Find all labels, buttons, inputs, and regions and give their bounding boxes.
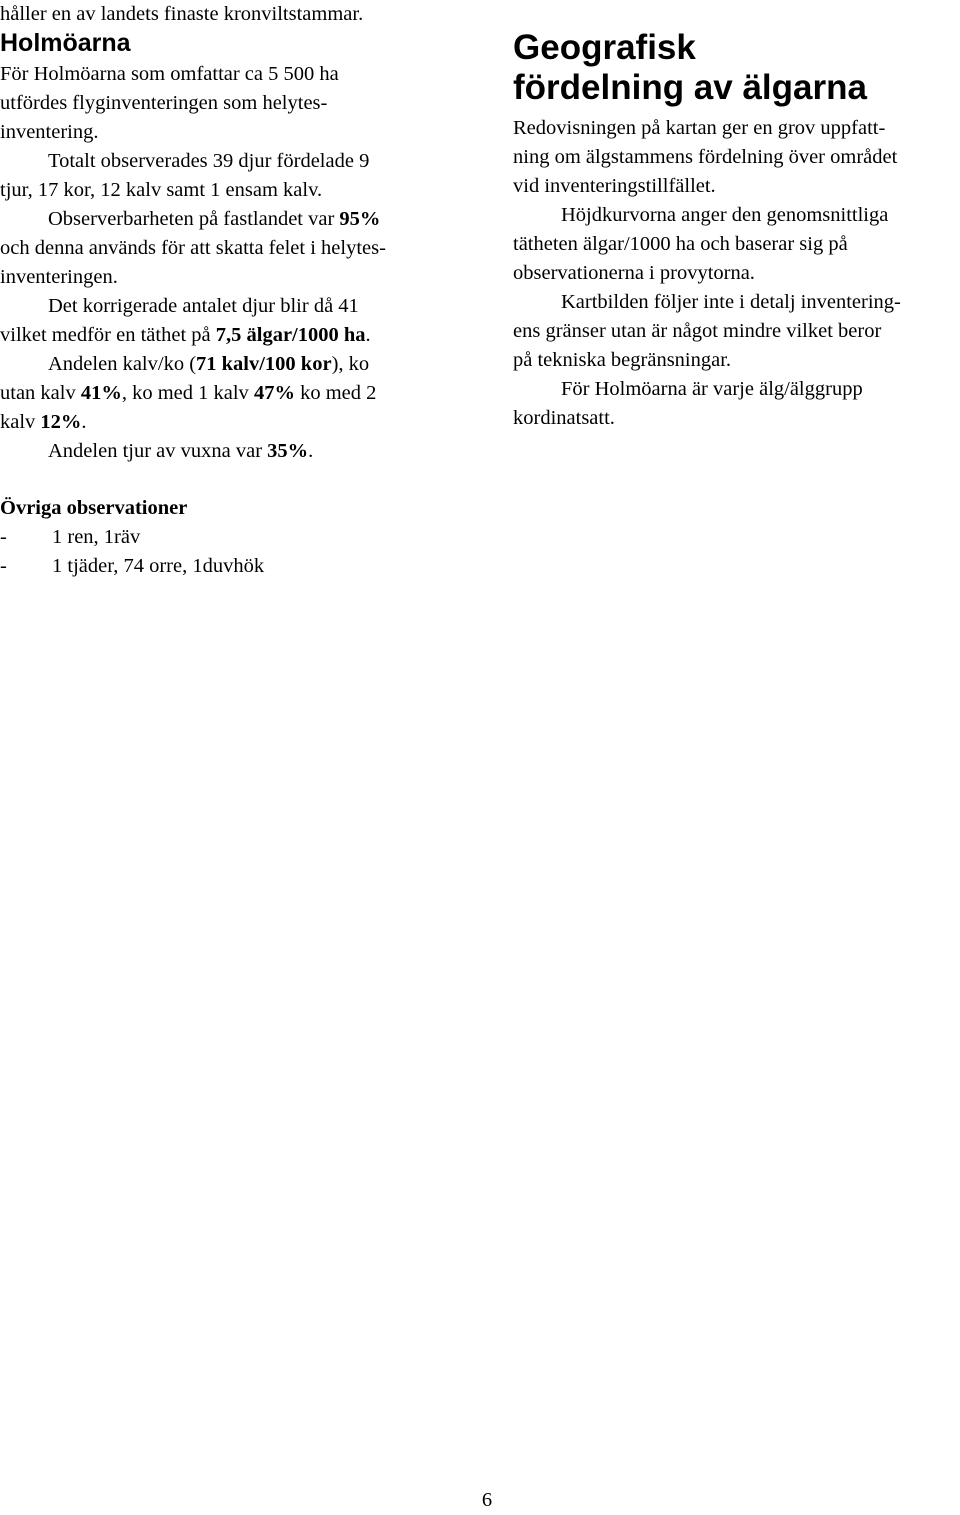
paragraph-line [0,408,87,437]
paragraph-line: ning om älgstammens fördelning över området [513,146,898,168]
paragraph-line: kordinatsatt. [513,407,615,429]
paragraph-line [0,379,376,408]
text-run: kalv [0,411,41,433]
paragraph-line [48,350,369,379]
paragraph-line: ens gränser utan är något mindre vilket beror [513,320,882,342]
paragraph-line: För Holmöarna är varje älg/älggrupp [561,378,863,400]
text-run: Andelen tjur av vuxna var [48,440,268,462]
text-run: Andelen kalv/ko ( [48,353,197,375]
paragraph-line: och denna används för att skatta felet i helytes- [0,237,386,259]
paragraph-line [48,205,380,234]
text-run: vilket medför en täthet på [0,324,216,346]
paragraph-line: Redovisningen på kartan ger en grov uppfatt- [513,117,886,139]
other-observations-title: Övriga observationer [0,497,188,519]
paragraph-line [48,437,313,466]
text-run: . [365,324,371,346]
paragraph-line: För Holmöarna som omfattar ca 5 500 ha [0,63,339,85]
section-heading-holmoarna: Holmöarna [0,29,131,57]
heading-line: Geografisk [513,28,696,67]
paragraph-line: vid inventeringstillfället. [513,175,716,197]
paragraph-line: utfördes flyginventeringen som helytes- [0,92,328,114]
paragraph-line: på tekniska begränsningar. [513,349,732,371]
section-heading-geografisk [513,28,959,108]
bold-value: 47% [253,382,295,404]
paragraph-line: Kartbilden följer inte i detalj inventering- [561,291,901,313]
paragraph-line: inventering. [0,121,99,143]
bold-value: 71 kalv/100 kor [196,353,332,375]
bold-value: 35% [267,440,309,462]
paragraph-line: Totalt observerades 39 djur fördelade 9 [48,150,370,172]
bold-value: 41% [80,382,122,404]
bold-value: 12% [40,411,82,433]
page-number: 6 [481,1489,493,1511]
paragraph-line: inventeringen. [0,266,118,288]
paragraph-line: observationerna i provytorna. [513,262,755,284]
paragraph-line: tjur, 17 kor, 12 kalv samt 1 ensam kalv. [0,179,323,201]
text-run: ), ko [331,353,370,375]
list-item-text: 1 ren, 1räv [52,526,141,548]
paragraph-line [0,321,371,350]
text-run: . [308,440,314,462]
paragraph-line: Höjdkurvorna anger den genomsnittliga [561,204,889,226]
text-run: , ko med 1 kalv [121,382,254,404]
paragraph-line: Det korrigerade antalet djur blir då 41 [48,295,359,317]
intro-line: håller en av landets finaste kronviltstammar. [0,3,364,25]
text-run: Observerbarheten på fastlandet var [48,208,340,230]
paragraph-line: tätheten älgar/1000 ha och baserar sig på [513,233,848,255]
bold-value: 95% [339,208,381,230]
bold-value: 7,5 älgar/1000 ha [215,324,366,346]
list-item [0,552,264,581]
text-run: . [81,411,87,433]
text-run: ko med 2 [294,382,377,404]
right-column [513,28,959,433]
list-dash: - [0,526,7,548]
heading-line: fördelning av älgarna [513,68,867,107]
list-dash: - [0,555,7,577]
list-item [0,523,140,552]
text-run: utan kalv [0,382,81,404]
list-item-text: 1 tjäder, 74 orre, 1duvhök [52,555,265,577]
